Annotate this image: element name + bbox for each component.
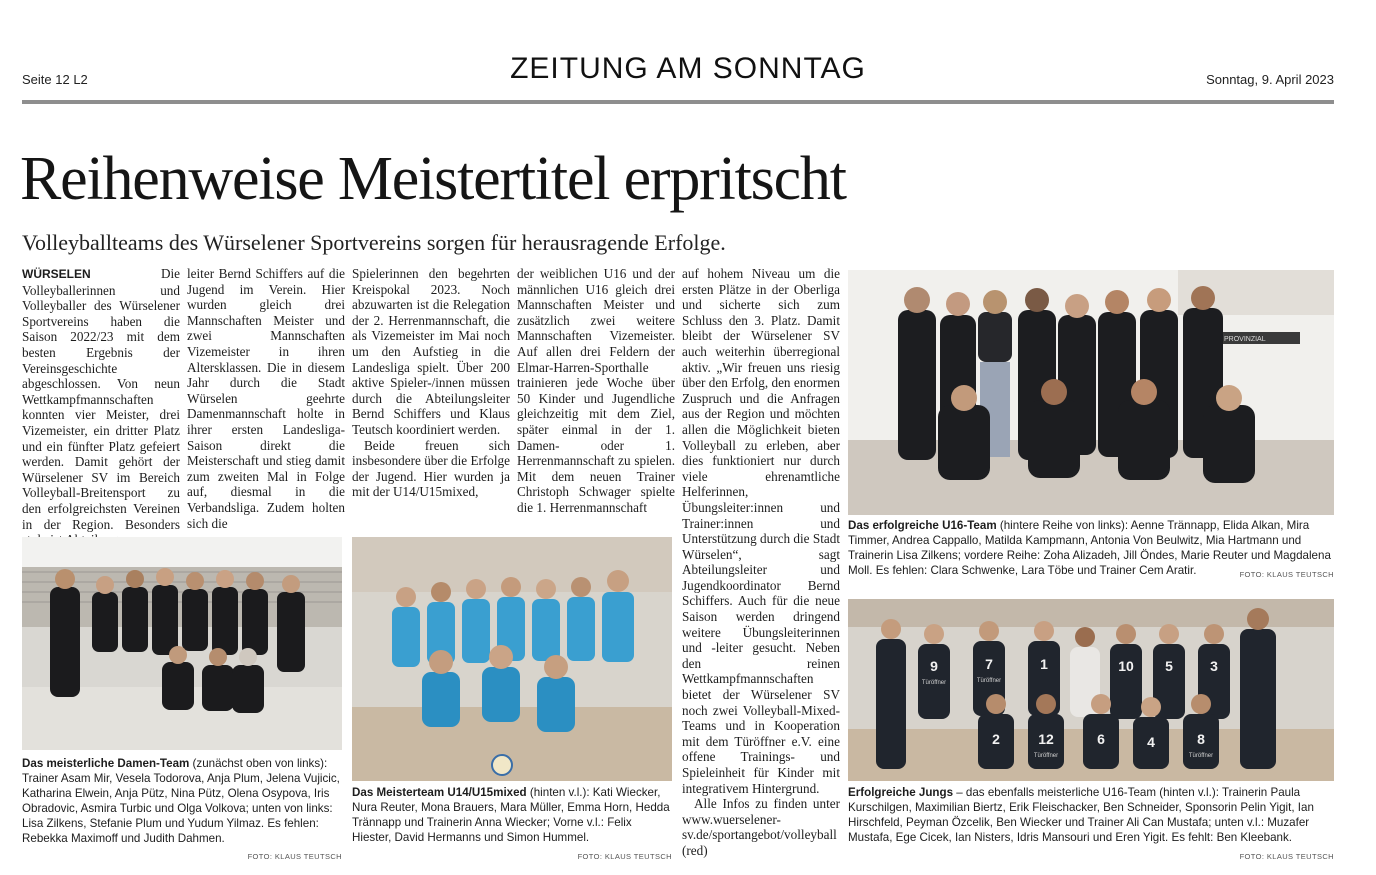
article-column-5 <box>682 266 840 866</box>
jersey-number: 7 <box>985 656 993 672</box>
caption-u16-girls <box>848 518 1334 578</box>
jersey-number: 4 <box>1147 734 1155 750</box>
jersey-number: 9 <box>930 658 938 674</box>
shirt-sponsor-text: Türöffner <box>1033 753 1059 759</box>
masthead-rule <box>22 100 1334 104</box>
caption-u16-boys-text: – das ebenfalls meisterliche U16-Team (hinten v.l.): Trainerin Paula Kurschilgen, Maximilian Biertz, Erik Fleischacker, Ben Schneider, Sponsorin Pelin Yigit, Ian Hirschfeld, Peyman Özcelik, Ben Wiecker und Trainer Ali Can Mustafa; unten v.l.: Muzafer Mustafa, Ege Cicek, Ian Nisters, Idris Mansouri und Eren Yigit. Es fehlt: Ben Kleebank. <box>848 786 1314 844</box>
subheadline: Volleyballteams des Würselener Sportvereins sorgen für herausragende Erfolge. <box>22 230 726 255</box>
caption-damen-text: (zunächst oben von links): Trainer Asam Mir, Vesela Todorova, Anja Plum, Jelena Vujicic, Katharina Elwein, Anja Pütz, Nina Pütz, Olena Osypova, Iris Obradovic, Asmira Turbic und Olga Volkova; unten von links: Lisa Zilkens, Stefanie Plum und Yudum Yilmaz. Es fehlen: Rebekka Maximoff und Judith Dahmen. <box>22 757 340 845</box>
column-4-text: der weiblichen U16 und der männlichen U16 gleich drei Mannschaften Meister und zusätzlich zwei weitere Mannschaften Vizemeister. Auf allen drei Feldern der Elmar-Harren-Sporthalle trainieren jede Woche über 50 Kinder und Jugendliche gleichzeitig mit dem Ziel, später einmal in der 1. Damen- oder 1. Herrenmannschaft zu spielen. Mit dem neuen Trainer Christoph Schwager spielte die 1. Herrenmannschaft <box>517 266 675 515</box>
article-column-3 <box>352 266 510 518</box>
article-column-4 <box>517 266 675 518</box>
photo-banner-text: PROVINZIAL <box>1224 336 1266 343</box>
column-1-text: Die Volleyballerinnen und Volleyballer des Würselener Sportvereins haben die Saison 2022/23 mit dem besten Ergebnis der Vereinsgeschichte abgeschlossen. Von neun Wettkampfmannschaften konnten vier Meister, drei Vizemeister, ein dritter Platz und ein fünfter Platz gefeiert werden. Damit gehört der Würselener SV im Bereich Volleyball-Breitensport zu den erfolgreichsten Vereinen in der Region. Besonders <box>22 266 180 532</box>
column-5-text-b: Alle Infos zu finden unter www.wuerselener-sv.de/sportangebot/volleyball (red) <box>682 796 840 858</box>
shirt-sponsor-text: Türöffner <box>921 680 947 686</box>
column-2-text: leiter Bernd Schiffers auf die Jugend im Verein. Hier wurden gleich drei Mannschaften Meister und zwei Mannschaften Vizemeister in ihren Altersklassen. Die in diesem Jahr durch die Stadt Würselen geehrte Damenmannschaft holte in ihrer ersten Landesliga-Saison direkt die Meisterschaft und stieg damit zum zweiten Mal in Folge auf, diesmal in die Verbandsliga. Zudem holten sich die <box>187 266 345 531</box>
u16-girls-image <box>848 270 1334 515</box>
jersey-number: 5 <box>1165 658 1173 674</box>
jersey-number: 12 <box>1038 731 1054 747</box>
jersey-number: 3 <box>1210 658 1218 674</box>
caption-u14 <box>352 785 672 847</box>
shirt-sponsor-text: Türöffner <box>1188 753 1214 759</box>
caption-damen <box>22 756 342 848</box>
jersey-number: 8 <box>1197 731 1205 747</box>
jersey-number: 2 <box>992 731 1000 747</box>
headline: Reihenweise Meistertitel erpritscht <box>20 145 846 213</box>
photo-u16-boys <box>848 599 1334 781</box>
caption-damen-lead: Das meisterliche Damen-Team <box>22 757 190 770</box>
jersey-number: 10 <box>1118 658 1134 674</box>
credit-u16-girls: FOTO: KLAUS TEUTSCH <box>1239 570 1334 579</box>
article-column-2 <box>187 266 345 531</box>
u16-boys-image <box>848 599 1334 781</box>
caption-u16-boys <box>848 785 1334 847</box>
dateline: WÜRSELEN <box>22 267 91 281</box>
caption-u14-text: (hinten v.l.): Kati Wiecker, Nura Reuter, Mona Brauers, Mara Müller, Emma Horn, Hedda Trännapp und Trainerin Anna Wiecker; Vorne v.l.: Felix Hiester, David Hermanns und Simon Hummel. <box>352 786 670 844</box>
caption-u16-boys-lead: Erfolgreiche Jungs <box>848 786 954 799</box>
article-column-1 <box>22 266 180 532</box>
shirt-sponsor-text: Türöffner <box>976 678 1002 684</box>
credit-u16-boys: FOTO: KLAUS TEUTSCH <box>1239 852 1334 861</box>
credit-u14: FOTO: KLAUS TEUTSCH <box>577 852 672 861</box>
caption-u16-girls-lead: Das erfolgreiche U16-Team <box>848 519 997 532</box>
u14-image <box>352 537 672 781</box>
photo-u16-girls <box>848 270 1334 515</box>
page-number: Seite 12 L2 <box>22 72 88 87</box>
damen-image <box>22 537 342 750</box>
column-3-text-a: Spielerinnen den begehrten Kreispokal 2023. Noch abzuwarten ist die Relegation der 2. Herrenmannschaft, die als Vizemeister im Mai noch um den Aufstieg in die Landesliga spielt. Über 200 aktive Spieler-/innen müssen durch die Abteilungsleiter Bernd Schiffers und Klaus Teutsch koordiniert werden. <box>352 266 510 437</box>
column-3-text-b: Beide freuen sich insbesondere über die Erfolge der Jugend. Hier wurden ja mit der U14/U15mixed, <box>352 437 510 500</box>
photo-damen <box>22 537 342 750</box>
credit-damen: FOTO: KLAUS TEUTSCH <box>247 852 342 861</box>
caption-u16-girls-text: (hintere Reihe von links): Aenne Trännapp, Elida Alkan, Mira Timmer, Andrea Cappallo, Matilda Kampmann, Antonia Von Beulwitz, Mia Hartmann und Trainerin Lisa Zilkens; vordere Reihe: Zoha Alizadeh, Jill Öndes, Marie Reuter und Magdalena Moll. Es fehlen: Clara Schwenke, Lara Töbe und Trainer Cem Aratir. <box>848 519 1331 577</box>
photo-u14 <box>352 537 672 781</box>
issue-date: Sonntag, 9. April 2023 <box>1206 72 1334 87</box>
newspaper-title: ZEITUNG AM SONNTAG <box>510 52 866 85</box>
jersey-number: 6 <box>1097 731 1105 747</box>
jersey-number: 1 <box>1040 656 1048 672</box>
caption-u14-lead: Das Meisterteam U14/U15mixed <box>352 786 527 799</box>
column-5-text-a: auf hohem Niveau um die ersten Plätze in der Oberliga und sicherte sich zum Schluss den 3. Platz. Damit bleibt der Würselener SV auch weiterhin überregional aktiv. „Wir freuen uns riesig über den Erfolg, den enormen Zuspruch und die Anfragen aus der Region und möchten allen die Möglichkeit bieten Volleyball zu erleben, aber dies funktioniert nur durch viele ehrenamtliche Helferinnen, Übungsleiter:innen und Trainer:innen und Unterstützung durch die Stadt Würselen“, sagt Abteilungsleiter und Jugendkoordinator Bernd Schiffers. Auch für die neue Saison werden dringend weitere Übungsleiterinnen und -leiter gesucht. Neben den reinen Wettkampfmannschaften bietet der Würselener SV noch zwei Volleyball-Mixed-Teams und in Kooperation mit dem Türöffner e.V. eine offene Trainings- und Spieleinheit für Kinder mit integrativem Hintergrund. <box>682 266 840 796</box>
